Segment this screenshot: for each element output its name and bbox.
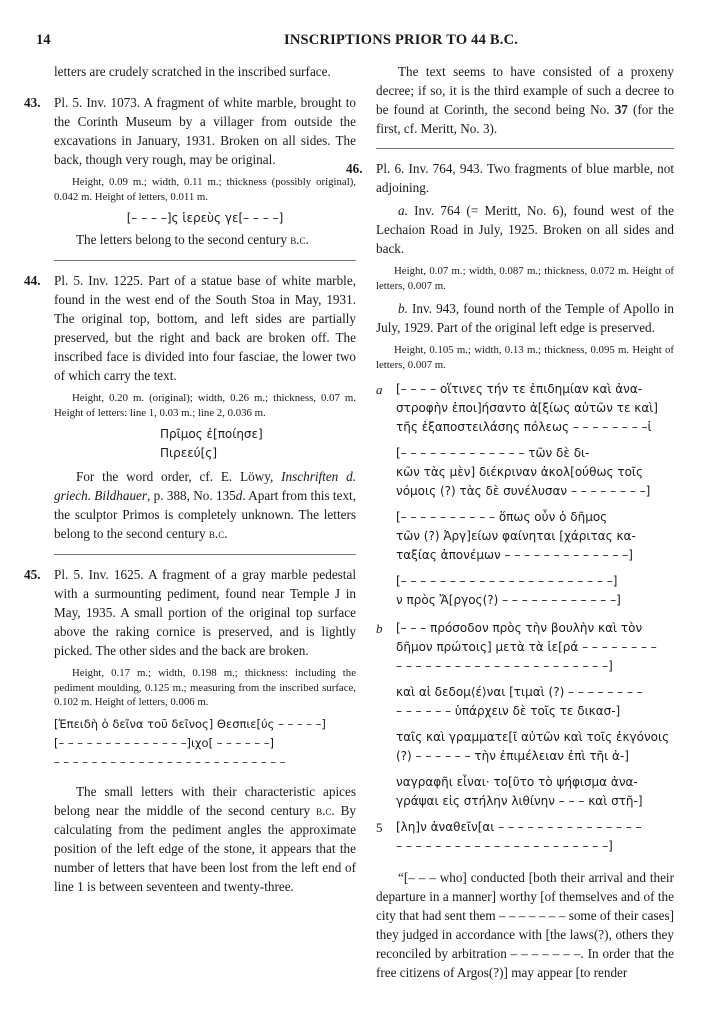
entry-45 <box>24 565 356 896</box>
measurements: Height, 0.20 m. (original); width, 0.26 m.; thickness, 0.07 m. Height of letters: line 1, 0.03 m.; line 2, 0.036 m. <box>54 392 356 419</box>
page-number: 14 <box>36 32 51 48</box>
era-abbrev: b.c. <box>208 526 228 541</box>
running-header <box>36 32 682 52</box>
measurements: Height, 0.17 m.; width, 0.198 m.; thickness: including the pediment moulding, 0.125 m.; measuring from the inscribed surface, 0.102 m. Height of letters, 0.006 m. <box>54 667 356 708</box>
right-column <box>346 62 674 982</box>
greek-text <box>54 715 356 772</box>
entry-divider <box>54 260 356 261</box>
note-text: The small letters with their characteristic apices belong near the middle of the second century <box>54 783 356 818</box>
greek-stanza <box>396 728 674 766</box>
greek-text-line: [– – – –]ς ἱερεὺς γε[– – – –] <box>126 211 284 225</box>
greek-text-line: – – – – – – – – – – – – – – – – – – – – – – – – – <box>54 754 286 769</box>
greek-text-line: – – – – – – – – – – – – – – – – – – – – – –] <box>396 659 613 673</box>
era-abbrev: b.c. <box>316 802 335 818</box>
greek-stanza <box>396 619 674 676</box>
greek-text-line: γράψαι εἰς στήλην λιθίνην – – – καὶ στῆ-] <box>396 794 643 808</box>
fragment-a-description <box>376 201 674 258</box>
greek-text-line: [– – – – – – – – – – – – – –]ιχο[ – – – – – –] <box>54 735 274 750</box>
greek-fragment-b <box>376 619 674 811</box>
greek-text-line: [– – – – – – – – – – – – – – – – – – – – – –] <box>396 574 618 588</box>
greek-text-line: ναγραφῆι εἶναι· το[ῦτο τὸ ψήφισμα ἀνα- <box>396 775 638 789</box>
fragment-label: b. <box>398 301 408 316</box>
note-text: By calculating from the pediment angles the approximate position of the left edge of the stone, it appears that the number of letters that have been lost from the left end of line 1 is between seventeen and twenty-three. <box>54 802 356 894</box>
era-abbrev: b.c. <box>290 232 309 247</box>
fragment-b-description <box>376 299 674 337</box>
greek-text-line: τῶν (?) Ἀργ]είων φαίνηται [χάριτας κα- <box>396 529 636 543</box>
greek-line-5 <box>376 818 674 856</box>
note-text: For the word order, cf. E. Löwy, <box>76 469 282 484</box>
greek-text-line: ταῖς καὶ γραμματε[ῖ αὐτῶν καὶ τοῖς ἐκγόνοις <box>396 730 670 744</box>
entry-number: 45. <box>24 567 41 582</box>
translation-paragraph: “[– – – who] conducted [both their arrival and their departure in a manner] worthy [of themselves and of the city that had sent them – – – – – – – some of their cases] they judged in accordance with [the laws(?), others they reconciled by arbitration – – – – – – –. In order that the free citizens of Argos(?)] may appear [to render <box>376 870 674 980</box>
greek-text-line: κῶν τὰς μὲν] διέκριναν ἀκολ[ούθως τοῖς <box>396 465 644 479</box>
paragraph-text: The text seems to have consisted of a proxeny decree; if so, it is the third example of such a decree to be found at Corinth, the second being No. <box>376 64 674 117</box>
entry-43 <box>24 93 356 249</box>
greek-text-line: – – – – – – ὑπάρχειν δὲ τοῖς τε δικασ-] <box>396 704 621 718</box>
cross-reference-number: 37 <box>614 102 628 117</box>
fragment-label: a. <box>398 203 408 218</box>
greek-text-line: τῆς ἐξαποστειλάσης πόλεως – – – – – – – –ἰ <box>396 420 652 434</box>
greek-stanza <box>396 683 674 721</box>
entry-description: Pl. 6. Inv. 764, 943. Two fragments of blue marble, not adjoining. <box>376 161 674 195</box>
note-text: The letters belong to the second century <box>76 232 291 247</box>
measurements: Height, 0.07 m.; width, 0.087 m.; thickness, 0.072 m. Height of letters, 0.007 m. <box>376 265 674 292</box>
measurements: Height, 0.105 m.; width, 0.13 m.; thickness, 0.095 m. Height of letters, 0.007 m. <box>376 344 674 371</box>
greek-stanza <box>396 380 674 437</box>
fragment-text: Inv. 943, found north of the Temple of Apollo in July, 1929. Part of the original left edge is preserved. <box>376 301 674 335</box>
note-italic: d <box>235 488 243 503</box>
greek-text-line: στροφὴν ἐποι]ήσαντο ἀ[ξίως αὐτῶν τε καὶ] <box>396 401 658 415</box>
measurements: Height, 0.09 m.; width, 0.11 m.; thickness (possibly original), 0.042 m. Height of letters, 0.011 m. <box>54 176 356 203</box>
note-text: . Apart from this text, the sculptor Primos is completely unknown. The letters belong to the second century <box>54 488 356 541</box>
entry-note <box>54 782 356 896</box>
greek-text <box>54 425 356 463</box>
fragment-marker: a <box>376 382 383 397</box>
fragment-text: Inv. 764 (= Meritt, No. 6), found west of the Lechaion Road in July, 1925. Broken on all sides and back. <box>376 203 674 256</box>
greek-text-line: (?) – – – – – – τὴν ἐπιμέλειαν ἐπὶ τῆι ἀ-] <box>396 749 629 763</box>
entry-number: 43. <box>24 95 41 110</box>
greek-text-line: νόμοις (?) τὰς δὲ συνέλυσαν – – – – – – – –] <box>396 484 651 498</box>
entry-44 <box>24 271 356 543</box>
greek-text-line: δῆμον πρώτοις] μετὰ τὰ ἱε[ρά – – – – – – – – <box>396 640 657 654</box>
entry-divider <box>376 148 674 149</box>
greek-text-line: ν πρὸς Ἄ[ργος(?) – – – – – – – – – – – –] <box>396 593 621 607</box>
continuation-paragraph <box>376 62 674 138</box>
fragment-marker: b <box>376 621 383 636</box>
entry-description: Pl. 5. Inv. 1225. Part of a statue base of white marble, found in the west end of the South Stoa in May, 1931. The original top, bottom, and left sides are partially preserved, but the right and back are broken off. The inscribed face is divided into four fasciae, the lower two of which carry the text. <box>54 273 356 383</box>
continuation-paragraph: letters are crudely scratched in the inscribed surface. <box>54 64 331 79</box>
greek-text-line: [λη]ν ἀναθεῖν[αι – – – – – – – – – – – – – – – <box>396 820 642 834</box>
paragraph-text: (for the first, cf. Meritt, No. 3). <box>376 102 674 136</box>
entry-number: 44. <box>24 273 41 288</box>
entry-note <box>54 467 356 543</box>
entry-note <box>54 230 356 249</box>
book-title: Inschriften d. griech. Bildhauer <box>54 469 356 503</box>
running-title: INSCRIPTIONS PRIOR TO 44 B.C. <box>284 32 519 48</box>
entry-46 <box>346 159 674 982</box>
greek-fragment-a <box>376 380 674 610</box>
note-text: , p. 388, No. 135 <box>147 488 236 503</box>
greek-text-line: [Ἐπειδὴ ὁ δεῖνα τοῦ δεῖνος] Θεσπιε[ύς – – – – –] <box>54 716 326 731</box>
greek-text-line: [– – – – – – – – – – ὅπως οὖν ὁ δῆμος <box>396 510 608 524</box>
greek-text-line: Πιρεεύ[ς] <box>160 446 218 460</box>
entry-description: Pl. 5. Inv. 1073. A fragment of white marble, brought to the Corinth Museum by a villager from outside the excavations in January, 1931. Broken on all sides. The back, though very rough, may be original. <box>54 95 356 167</box>
greek-text-line: [– – – – οἵτινες τήν τε ἐπιδημίαν καὶ ἀνα- <box>396 382 643 396</box>
greek-text-line: [– – – πρόσοδον πρὸς τὴν βουλὴν καὶ τὸν <box>396 621 643 635</box>
greek-stanza <box>396 444 674 501</box>
greek-stanza <box>396 773 674 811</box>
line-number: 5 <box>376 820 383 835</box>
left-column <box>24 62 356 896</box>
greek-stanza <box>396 508 674 565</box>
greek-text-line: Πρῖμος ἐ[ποίησε] <box>160 427 263 441</box>
entry-description: Pl. 5. Inv. 1625. A fragment of a gray marble pedestal with a surmounting pediment, found near Temple J in May, 1935. A small portion of the original top surface above the raking cornice is preserved, and is lightly picked. The other sides and the back are broken. <box>54 567 356 658</box>
greek-stanza <box>396 572 674 610</box>
entry-number: 46. <box>346 161 363 176</box>
greek-text-line: – – – – – – – – – – – – – – – – – – – – – –] <box>396 839 613 853</box>
entry-divider <box>54 554 356 555</box>
greek-text-line: καὶ αἱ δεδομ⟨έ⟩ναι [τιμαὶ (?) – – – – – – – – <box>396 685 643 699</box>
greek-text-line: [– – – – – – – – – – – – – τῶν δὲ δι- <box>396 446 590 460</box>
greek-text-line: ταξίας ἀπονέμων – – – – – – – – – – – – –] <box>396 548 633 562</box>
